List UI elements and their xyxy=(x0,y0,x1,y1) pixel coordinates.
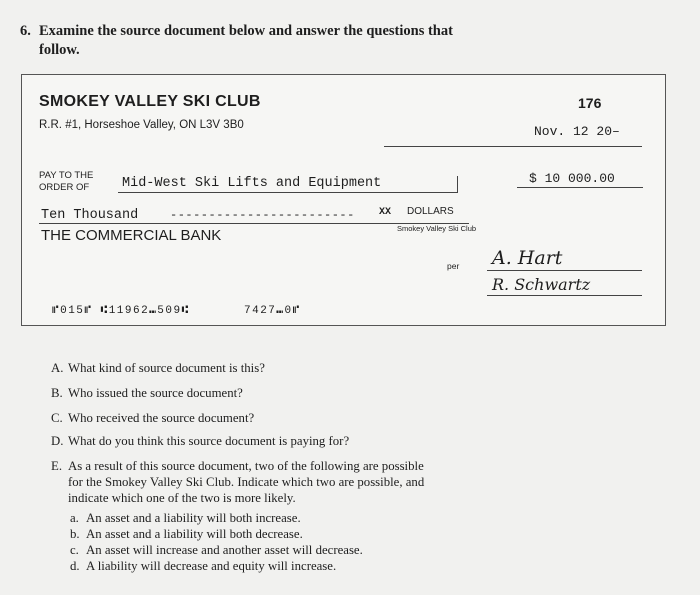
amount-dashes: ------------------------ xyxy=(170,208,355,222)
signature-hart: A. Hart xyxy=(492,247,563,269)
subquestion-text: What do you think this source document is paying for? xyxy=(68,434,350,448)
subquestion-c xyxy=(51,410,254,426)
pay-to-line1: PAY TO THE xyxy=(39,170,94,181)
question-text-line2: follow. xyxy=(39,42,80,58)
option-b xyxy=(70,526,303,542)
club-address: R.R. #1, Horseshoe Valley, ON L3V 3B0 xyxy=(39,119,244,131)
club-name: SMOKEY VALLEY SKI CLUB xyxy=(39,93,261,110)
cents-xx: XX xyxy=(379,207,392,218)
option-text: An asset and a liability will both decrease. xyxy=(86,527,303,541)
subquestion-e-line1: As a result of this source document, two of the following are possible xyxy=(68,459,424,473)
option-letter: a. xyxy=(70,511,79,525)
signer-organization: Smokey Valley Ski Club xyxy=(397,224,477,233)
subquestion-a xyxy=(51,360,265,376)
pay-to-line2: ORDER OF xyxy=(39,182,90,193)
signature-line-2 xyxy=(487,295,642,296)
signature-schwartz: R. Schwartz xyxy=(492,275,591,294)
question-heading xyxy=(20,22,540,60)
subquestion-letter: D. xyxy=(51,434,64,448)
subquestion-letter: C. xyxy=(51,411,63,425)
amount-in-words: Ten Thousand xyxy=(41,208,139,223)
subquestion-letter: E. xyxy=(51,459,63,473)
option-d xyxy=(70,558,336,574)
pay-to-label xyxy=(39,170,93,194)
signature-line-1 xyxy=(487,270,642,271)
micr-account-number: 7427⑉0⑈ xyxy=(244,305,301,317)
subquestion-e-line2: for the Smokey Valley Ski Club. Indicate which two are possible, and xyxy=(68,475,425,489)
per-label: per xyxy=(447,261,460,271)
option-c xyxy=(70,542,363,558)
subquestion-e xyxy=(51,458,521,506)
subquestion-text: What kind of source document is this? xyxy=(68,361,265,375)
micr-transit-number: ⑈015⑈ ⑆11962⑉509⑆ xyxy=(52,305,190,317)
payee-line-end xyxy=(457,176,458,193)
dollars-label: DOLLARS xyxy=(407,206,454,217)
subquestion-text: Who received the source document? xyxy=(68,411,255,425)
option-letter: d. xyxy=(70,559,80,573)
option-letter: c. xyxy=(70,543,79,557)
subquestion-letter: A. xyxy=(51,361,64,375)
cheque-date: Nov. 12 20– xyxy=(534,124,620,139)
question-text-line1: Examine the source document below and answer the questions that xyxy=(39,23,453,39)
payee-line xyxy=(118,192,458,193)
option-text: A liability will decrease and equity will increase. xyxy=(86,559,337,573)
subquestion-letter: B. xyxy=(51,386,63,400)
subquestion-d xyxy=(51,433,349,449)
cheque xyxy=(21,74,666,326)
payee: Mid-West Ski Lifts and Equipment xyxy=(122,176,382,191)
date-line xyxy=(384,146,642,147)
option-a xyxy=(70,510,301,526)
bank-name: THE COMMERCIAL BANK xyxy=(41,227,222,244)
option-letter: b. xyxy=(70,527,80,541)
amount-line xyxy=(517,187,643,188)
option-text: An asset will increase and another asset will decrease. xyxy=(86,543,363,557)
amount: $ 10 000.00 xyxy=(529,171,615,186)
subquestion-text: Who issued the source document? xyxy=(68,386,243,400)
subquestion-b xyxy=(51,385,243,401)
subquestion-e-line3: indicate which one of the two is more likely. xyxy=(68,491,296,505)
cheque-number: 176 xyxy=(578,95,602,111)
option-text: An asset and a liability will both increase. xyxy=(86,511,301,525)
question-number: 6. xyxy=(20,23,31,39)
